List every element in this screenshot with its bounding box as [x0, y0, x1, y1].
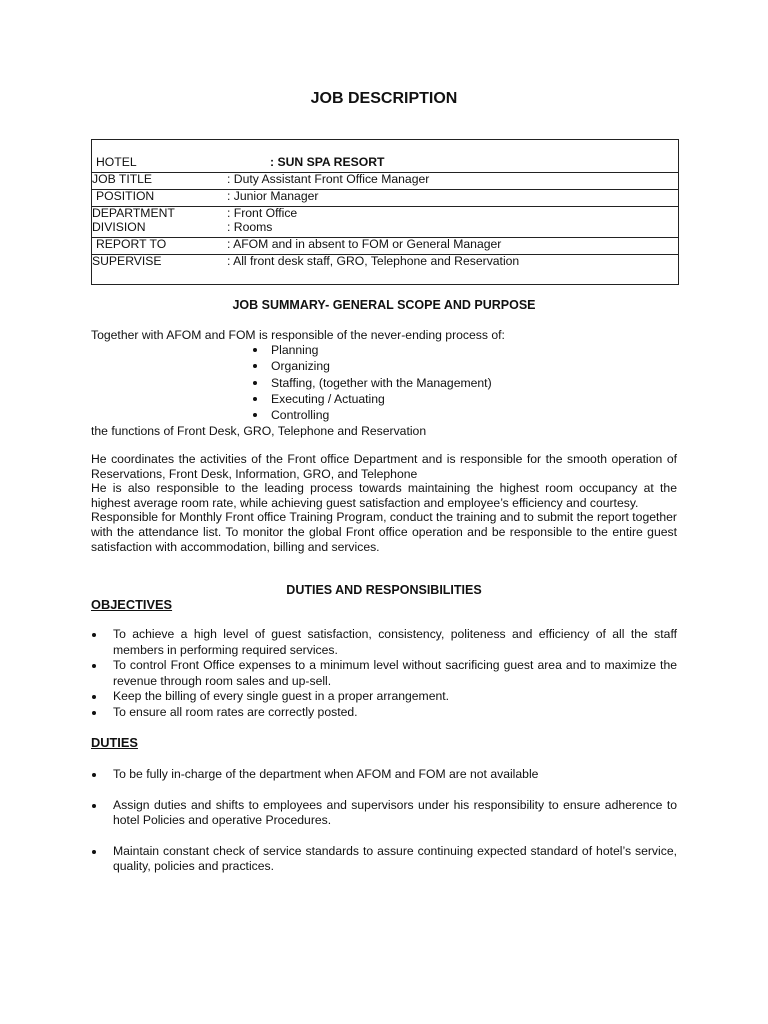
- department-label: DEPARTMENT: [92, 206, 175, 220]
- objectives-list: [91, 627, 677, 721]
- position-value: : Junior Manager: [227, 189, 319, 203]
- table-divider: [92, 206, 678, 207]
- division-value: : Rooms: [227, 220, 273, 234]
- list-item: Executing / Actuating: [252, 391, 492, 407]
- hotel-label: HOTEL: [96, 155, 137, 169]
- table-divider: [92, 189, 678, 190]
- list-item: Maintain constant check of service standards to assure continuing expected standard of hotel’s service, quality, policies and practices.: [91, 844, 677, 875]
- list-item: Planning: [252, 342, 492, 358]
- info-table: [91, 139, 679, 285]
- list-item: Assign duties and shifts to employees and supervisors under his responsibility to ensure adherence to hotel Policies and operative Procedures.: [91, 798, 677, 829]
- summary-paragraphs: [91, 452, 677, 554]
- job-summary-heading: JOB SUMMARY- GENERAL SCOPE AND PURPOSE: [232, 298, 536, 312]
- supervise-label: SUPERVISE: [92, 254, 162, 268]
- list-item: Staffing, (together with the Management): [252, 375, 492, 391]
- report-to-value: : AFOM and in absent to FOM or General Manager: [227, 237, 502, 251]
- objectives-heading: OBJECTIVES: [91, 597, 173, 612]
- report-to-label: REPORT TO: [96, 237, 167, 251]
- list-item: To be fully in-charge of the department when AFOM and FOM are not available: [91, 767, 677, 783]
- summary-paragraph: Responsible for Monthly Front office Training Program, conduct the training and to submit the report together with the attendance list. To monitor the global Front office operation and be responsible to the entire guest satisfaction with accommodation, billing and services.: [91, 510, 677, 554]
- list-item: To control Front Office expenses to a minimum level without sacrificing guest area and to maximize the revenue through room sales and up-sell.: [91, 658, 677, 689]
- supervise-value: : All front desk staff, GRO, Telephone and Reservation: [227, 254, 520, 268]
- position-label: POSITION: [96, 189, 155, 203]
- list-item: Controlling: [252, 407, 492, 423]
- process-list: [252, 342, 492, 423]
- duties-section-heading: DUTIES AND RESPONSIBILITIES: [286, 583, 482, 597]
- list-item: Keep the billing of every single guest in a proper arrangement.: [91, 689, 677, 705]
- department-value: : Front Office: [227, 206, 298, 220]
- summary-paragraph: He is also responsible to the leading process towards maintaining the highest room occupancy at the highest average room rate, while achieving guest satisfaction and employee’s efficiency and courtesy.: [91, 481, 677, 510]
- list-item: Organizing: [252, 358, 492, 374]
- duties-heading: DUTIES: [91, 735, 138, 750]
- division-label: DIVISION: [92, 220, 146, 234]
- job-title-value: : Duty Assistant Front Office Manager: [227, 172, 430, 186]
- functions-line: the functions of Front Desk, GRO, Telephone and Reservation: [91, 424, 427, 438]
- list-item: To ensure all room rates are correctly posted.: [91, 705, 677, 721]
- job-title-label: JOB TITLE: [92, 172, 153, 186]
- list-item: To achieve a high level of guest satisfaction, consistency, politeness and efficiency of all the staff members in performing required services.: [91, 627, 677, 658]
- page-title: JOB DESCRIPTION: [310, 90, 458, 107]
- summary-paragraph: He coordinates the activities of the Front office Department and is responsible for the smooth operation of Reservations, Front Desk, Information, GRO, and Telephone: [91, 452, 677, 481]
- duties-list: [91, 767, 677, 875]
- summary-intro: Together with AFOM and FOM is responsible of the never-ending process of:: [91, 328, 505, 342]
- hotel-value: : SUN SPA RESORT: [270, 155, 385, 169]
